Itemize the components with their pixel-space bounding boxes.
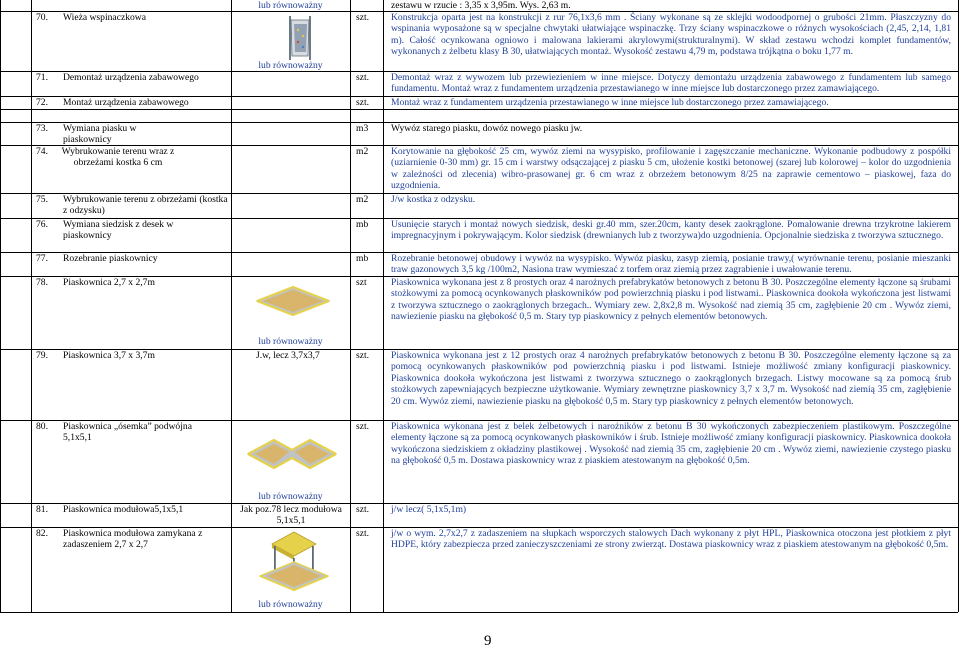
- name2-81: Jak poz.78 lecz modułowa 5,1x5,1: [240, 504, 342, 527]
- unit-73: m3: [356, 123, 369, 134]
- num-70: 70.: [36, 12, 48, 23]
- unit-76: mb: [356, 219, 369, 230]
- vrule-left: [0, 0, 1, 612]
- num-75: 75.: [36, 194, 48, 205]
- desc-73: Wywóz starego piasku, dowóz nowego piasku jw.: [391, 123, 583, 134]
- num-82: 82.: [36, 528, 48, 539]
- desc-78: Piaskownica wykonana jest z 8 prostych oraz 4 narożnych prefabrykatów betonowych z betonu B 30. Poszczególne elementy łączone są śrubami stożkowymi za pomocą ocynkowanych płaskowników pod powierzchnią piasku i pod listwami.. Piaskownica dookoła wykończona jest listwami z tworzywa sztucznego o zaokrąglonych brzegach.. Wymiary zew. 2,8x2,8 m. Wysokość nad ziemią 35 cm, zagłębienie 20 cm . Wywóz ziemi, nawiezienie piasku na głębokość 0,5 m. Stary typ piaskownicy z pełnych elementów betonowych.: [391, 277, 951, 323]
- unit-80: szt.: [356, 421, 370, 432]
- num-71: 71.: [36, 72, 48, 83]
- vrule-unit: [350, 0, 351, 612]
- roofed-sandbox-image: [256, 530, 332, 596]
- unit-79: szt.: [356, 350, 370, 361]
- lub-70: lub równoważny: [258, 60, 323, 71]
- name-73: Wymiana piasku w piaskownicy: [63, 123, 137, 146]
- lub-78: lub równoważny: [258, 336, 323, 347]
- desc-77: Rozebranie betonowej obudowy i wywóz na wysypisko. Wywóz piasku, zasyp ziemią, posianie trawy,( wyrównanie terenu, posianie mieszanki traw gazonowych 3,5 kg /100m2, Nasiona traw wymieszać z torfem oraz ziemią przez zagrabienie i uwałowanie terenu.: [391, 253, 951, 276]
- name-70: Wieża wspinaczkowa: [63, 12, 146, 23]
- num-79: 79.: [36, 350, 48, 361]
- num-81: 81.: [36, 504, 48, 515]
- num-76: 76.: [36, 219, 48, 230]
- desc-75: J/w kostka z odzysku.: [391, 194, 476, 205]
- climbing-tower-image: [286, 16, 316, 60]
- name-74: Wybrukowanie terenu wraz z obrzeżami kostka 6 cm: [61, 146, 175, 169]
- name-72: Montaż urządzenia zabawowego: [63, 97, 189, 108]
- desc-81: j/w lecz( 5,1x5,1m): [391, 504, 467, 515]
- double-sandbox-image: [244, 428, 340, 480]
- rule-72: [0, 109, 958, 110]
- name2-79: J.w, lecz 3,7x3,7: [256, 350, 320, 361]
- lub-82: lub równoważny: [258, 599, 323, 610]
- unit-71: szt.: [356, 72, 370, 83]
- desc-82: j/w o wym. 2,7x2,7 z zadaszeniem na słupkach wsporczych stalowych Dach wykonany z płyt HPL, Piaskownica otoczona jest płotkiem z płyt HDPE, który zabezpiecza przed zanieczyszczeniami ze strony zwierząt. Dostawa piaskownicy wraz z piaskiem atestowanym na głębokość 0,5m.: [391, 528, 951, 551]
- unit-70: szt.: [356, 12, 370, 23]
- unit-75: m2: [356, 194, 369, 205]
- name-77: Rozebranie piaskownicy: [63, 253, 158, 264]
- vrule-name: [231, 0, 232, 612]
- rule-82: [0, 612, 958, 613]
- name-80: Piaskownica „ósemka” podwójna 5,1x5,1: [63, 421, 192, 444]
- name-76: Wymiana siedzisk z desek w piaskownicy: [63, 219, 174, 242]
- page-number: 9: [484, 633, 492, 649]
- num-78: 78.: [36, 277, 48, 288]
- desc-top-cont: zestawu w rzucie : 3,35 x 3,95m. Wys. 2,63 m.: [391, 0, 571, 11]
- name-71: Demontaż urządzenia zabawowego: [63, 72, 199, 83]
- desc-72: Montaż wraz z fundamentem urządzenia przestawianego w inne miejsce lub dostarczonego przez zamawiającego.: [391, 97, 829, 108]
- name-79: Piaskownica 3,7 x 3,7m: [63, 350, 155, 361]
- vrule-desc: [383, 0, 384, 612]
- num-77: 77.: [36, 253, 48, 264]
- vrule-num: [31, 0, 32, 612]
- name-75: Wybrukowanie terenu z obrzeżami (kostka z odzysku): [63, 194, 228, 217]
- name-82: Piaskownica modułowa zamykana z zadaszeniem 2,7 x 2,7: [63, 528, 203, 551]
- desc-80: Piaskownica wykonana jest z belek żelbetowych i narożników z betonu B 30 wykończonych zabezpieczeniem plastikowym. Poszczególne elementy łączone są za pomocą ocynkowanych płaskowników i śrub. Istnieje możliwość zmiany konfiguracji piaskownicy. Piaskownica dookoła wykończona siedziskiem z okładziny plastikowej . Wysokość nad ziemią 35 cm, zagłębienie 20 cm . Wywóz ziemi, nawiezienie czystego piasku na głębokość 0,5 m. Dostawa piaskownicy wraz z piaskiem atestowanym na głębokość 0,5m.: [391, 421, 951, 467]
- lub-top: lub równoważny: [258, 0, 323, 11]
- desc-76: Usunięcie starych i montaż nowych siedzisk, deski gr.40 mm, szer.20cm, kanty desek zaokrąglone. Pomalowanie drewna trzykrotne lakierem impregnacyjnym i pokrywającym. Kolor siedzisk (drewnianych lub z tworzywa)do uzgodnienia. Opcjonalnie siedziska z tworzywa sztucznego.: [391, 219, 951, 242]
- desc-74: Korytowanie na głębokość 25 cm, wywóz ziemi na wysypisko, profilowanie i zagęszczanie mechaniczne. Wykonanie podbudowy z pospółki (uziarnienie 0-30 mm) gr. 15 cm i warstwy odsączającej z piasku 5 cm, ułożenie kostki betonowej (szarej lub kolorowej – kolor do uzgodnienia w zależności od zlecenia) wibro-prasowanej gr. 6 cm wraz z obrzeżem betonowym 8/25 na zaprawie cementowo – piaskowej, faza do uzgodnienia.: [391, 146, 951, 192]
- name-78: Piaskownica 2,7 x 2,7m: [63, 277, 155, 288]
- desc-70: Konstrukcja oparta jest na konstrukcji z rur 76,1x3,6 mm . Ściany wykonane są ze sklejki wodoodpornej o grubości 21mm. Płaszczyzny do wspinania wyposażone są w specjalne chwytaki ułatwiające wspinaczkę. Trzy ściany wspinaczkowe o różnych wysokościach (2,45, 2,14, 1,81 m). Całość ocynkowana ogniowo i malowana lakierami akrylowymi(strukturalnymi). W skład zestawu wchodzi komplet fundamentów, wykonanych z żelbetu klasy B 30, ułatwiających montaż. Wysokość zestawu 4,79 m, podstawa trójkątna o boku 1,77 m.: [391, 12, 951, 58]
- desc-71: Demontaż wraz z wywozem lub przewiezieniem w inne miejsce. Dotyczy demontażu urządzenia zabawowego z fundamentem lub samego fundamentu. Montaż wraz z fundamentem urządzenia przestawianego w inne miejsce lub dostarczonego przez zamawiającego.: [391, 72, 951, 95]
- desc-79: Piaskownica wykonana jest z 12 prostych oraz 4 narożnych prefabrykatów betonowych z betonu B 30. Poszczególne elementy łączone są za pomocą ocynkowanych płaskowników pod powierzchnią piasku i pod listwami. Istnieje możliwość zmiany konfiguracji piaskownicy. Piaskownica dookoła wykończona jest listwami z tworzywa sztucznego o zaokrąglonych brzegach. Listwy mocowane są za pomocą śrub stożkowych zapewniających bezpieczne użytkowanie. Wymiary zewnętrzne piaskownicy 3,7 x 3,7 m. Wysokość nad ziemią 35 cm, zagłębienie 20 cm. Wywóz ziemi, nawiezienie piasku na głębokość 0,5 m. Stary typ piaskownicy z pełnych elementów betonowych.: [391, 350, 951, 407]
- unit-82: szt.: [356, 528, 370, 539]
- sandbox-image: [253, 283, 333, 317]
- unit-77: mb: [356, 253, 369, 264]
- num-73: 73.: [36, 123, 48, 134]
- num-72: 72.: [36, 97, 48, 108]
- lub-80: lub równoważny: [258, 491, 323, 502]
- unit-72: szt.: [356, 97, 370, 108]
- vrule-right: [958, 0, 959, 612]
- unit-74: m2: [356, 146, 369, 157]
- num-74: 74.: [36, 146, 48, 157]
- num-80: 80.: [36, 421, 48, 432]
- name-81: Piaskownica modułowa5,1x5,1: [63, 504, 184, 515]
- unit-78: szt: [356, 277, 367, 288]
- unit-81: szt.: [356, 504, 370, 515]
